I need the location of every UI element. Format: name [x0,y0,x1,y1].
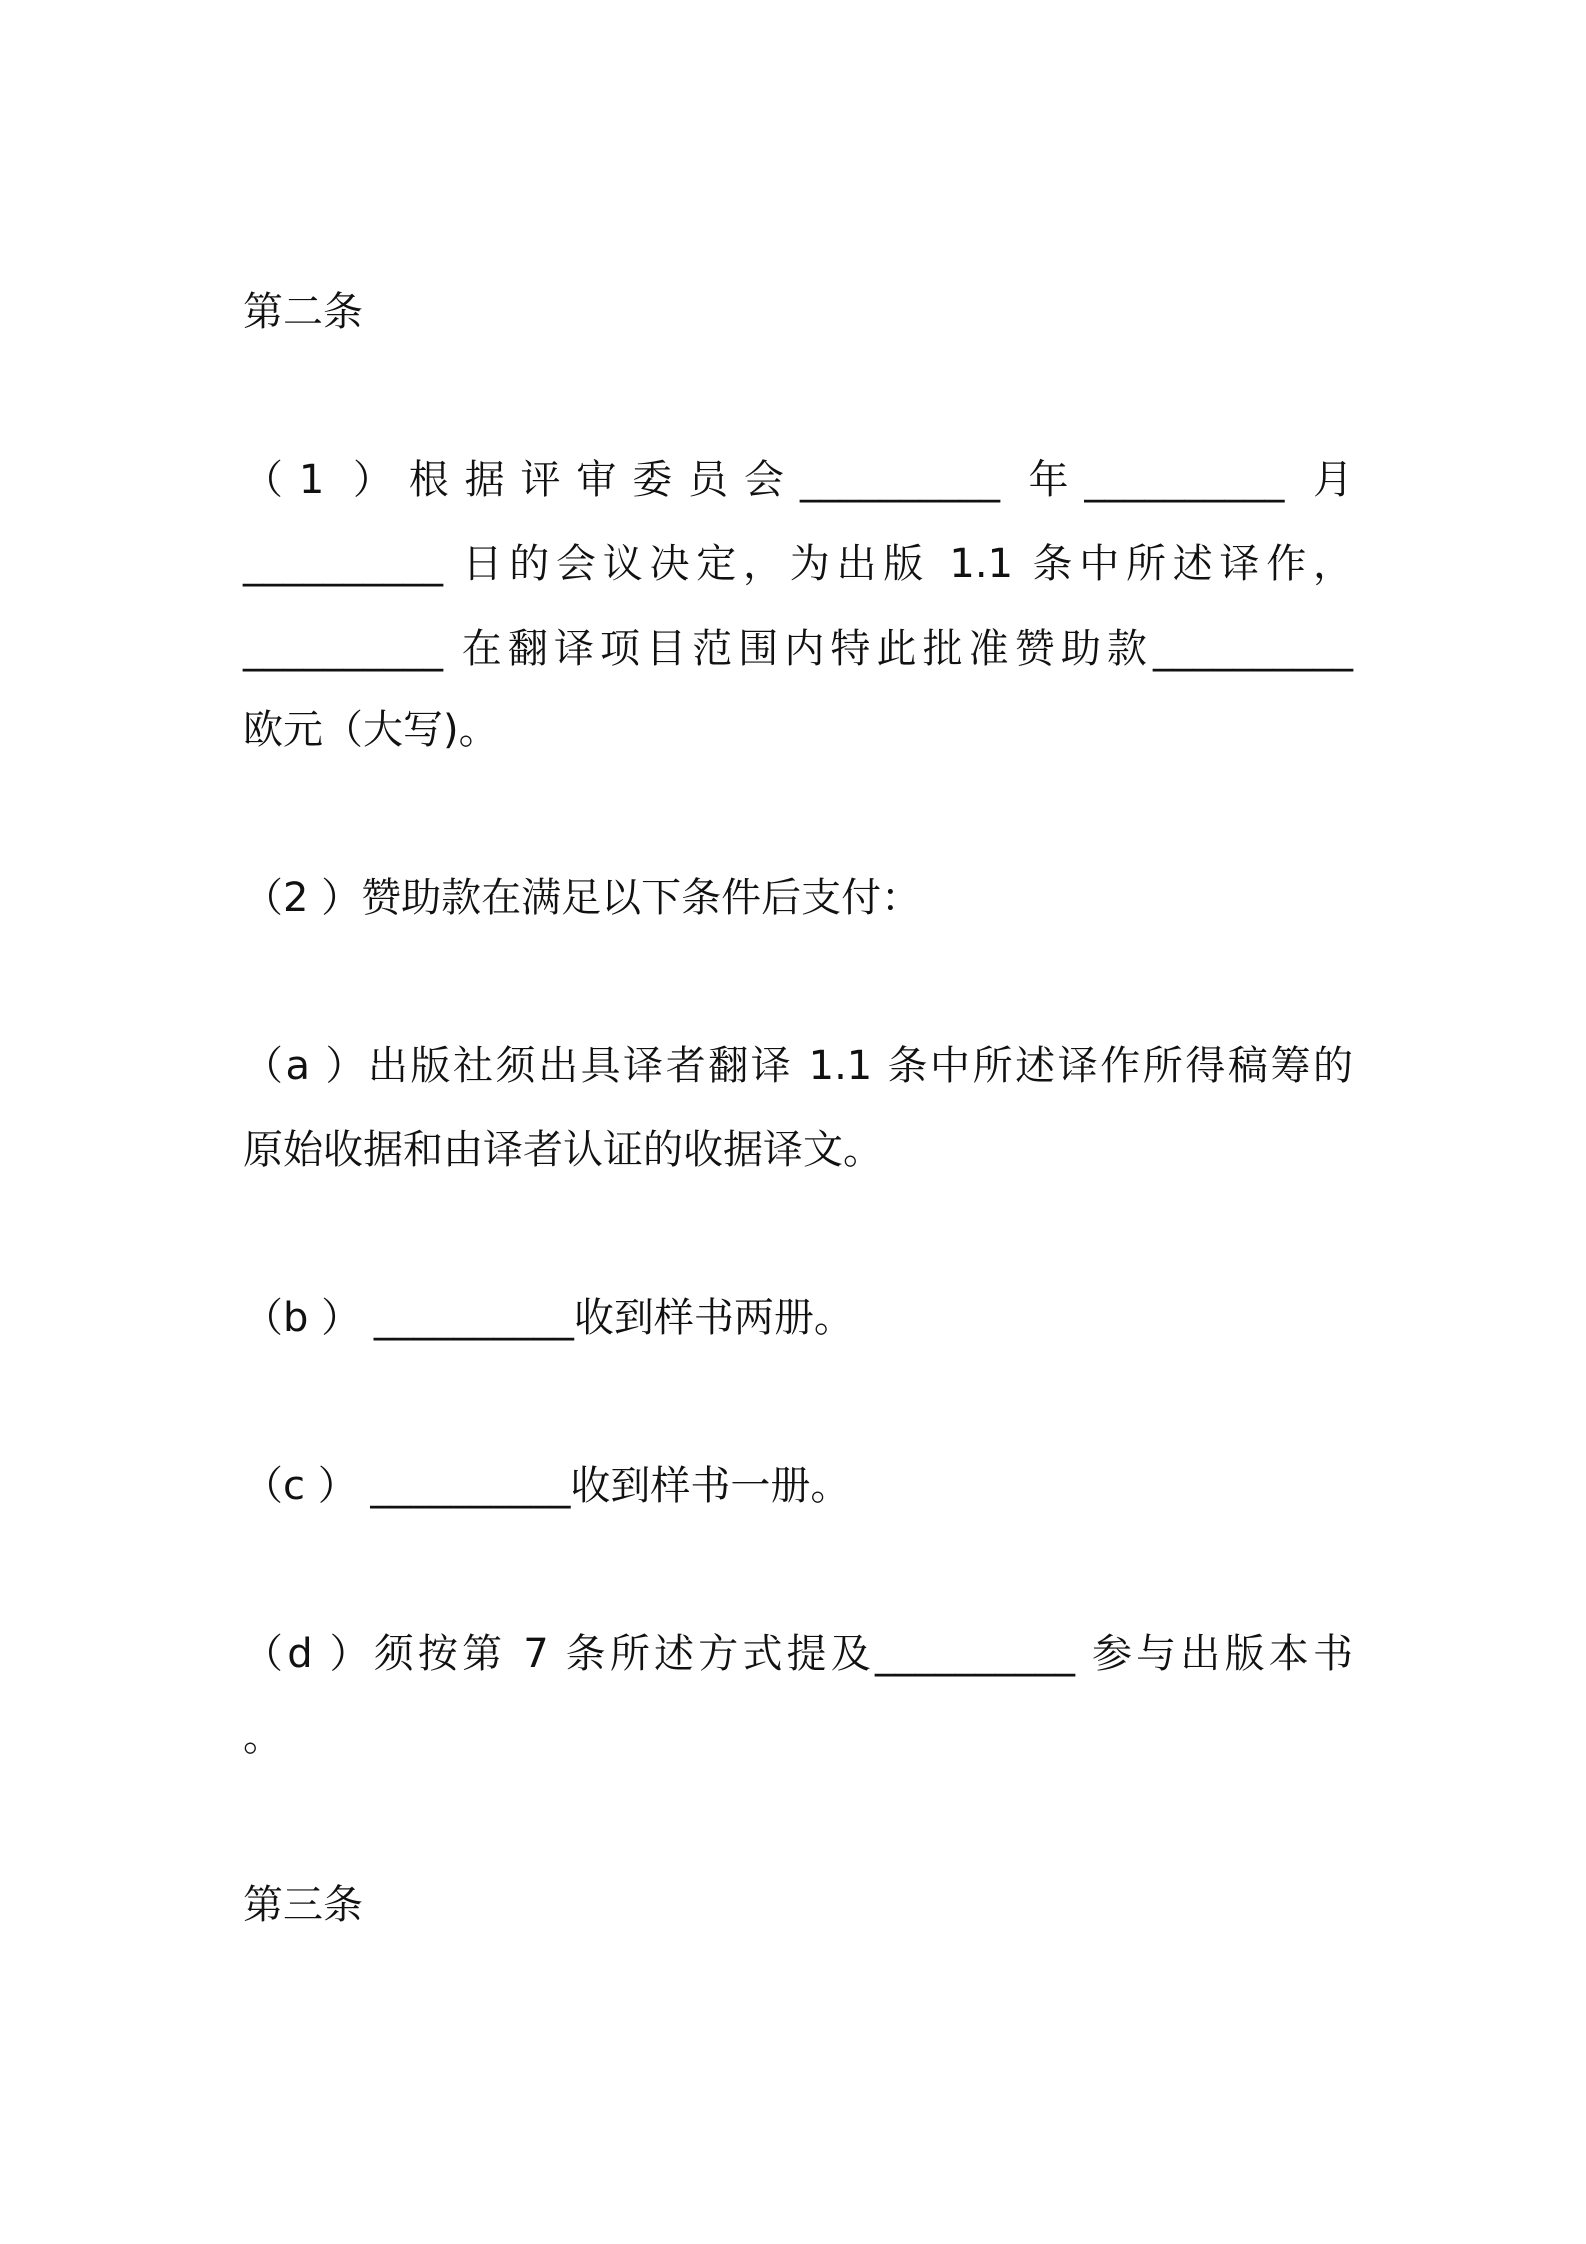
condition-a-line-2: 原始收据和由译者认证的收据译文。 [243,1127,883,1173]
condition-c: （c ） __________收到样书一册。 [243,1463,851,1509]
condition-d-line-1: （d ）须按第 7 条所述方式提及__________ 参与出版本书 [243,1631,1353,1677]
condition-d-line-2: 。 [243,1714,283,1760]
clause-1-line-4: 欧元（大写)。 [243,707,499,753]
clause-1-line-2: __________ 日的会议决定，为出版 1.1 条中所述译作， [243,541,1353,587]
article-2-heading: 第二条 [243,289,363,335]
condition-a-line-1: （a ）出版社须出具译者翻译 1.1 条中所述译作所得稿筹的 [243,1043,1353,1089]
condition-b: （b ） __________收到样书两册。 [243,1295,854,1341]
clause-1-line-3: __________ 在翻译项目范围内特此批准赞助款__________ [243,626,1353,672]
article-3-heading: 第三条 [243,1882,363,1928]
clause-2: （2 ）赞助款在满足以下条件后支付： [243,875,922,921]
clause-1-line-1: （1 ）根据评审委员会__________ 年__________ 月 [243,457,1353,503]
